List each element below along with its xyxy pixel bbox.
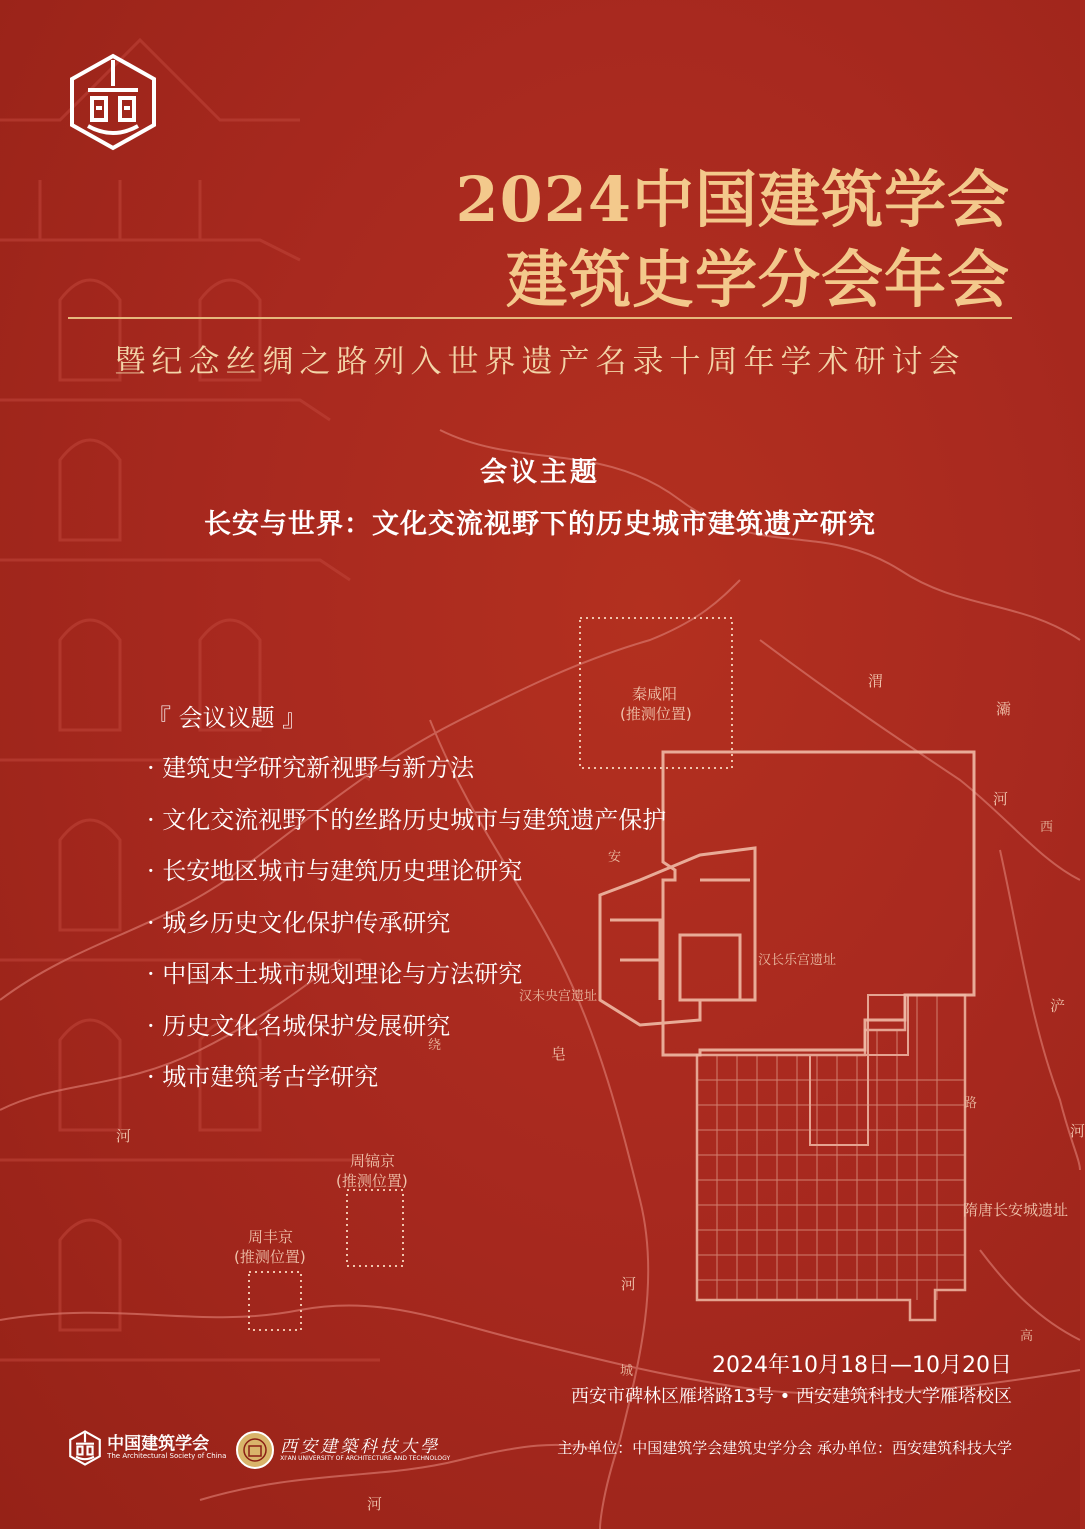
map-label-zhou-fengjing-note: (推测位置): [234, 1248, 306, 1266]
theme-heading: 会议主题: [480, 457, 600, 488]
topics-list: [147, 748, 666, 1109]
map-label-han-weiyang: 汉未央宫遗址: [519, 989, 598, 1004]
map-label-sui-tang: 隋唐长安城遗址: [963, 1201, 1069, 1219]
asc-name-cn: 中国建筑学会: [107, 1434, 210, 1454]
map-label-xi: 西: [1040, 820, 1054, 835]
list-item: · 文化交流视野下的丝路历史城市与建筑遗产保护: [147, 805, 667, 834]
map-label-he-2: 河: [116, 1127, 132, 1145]
map-label-cheng: 城: [620, 1364, 634, 1379]
society-logo-icon: [66, 52, 160, 152]
map-label-he-5: 河: [1070, 1122, 1085, 1140]
xauat-name-en: XI'AN UNIVERSITY OF ARCHITECTURE AND TECHNOLOGY: [280, 1454, 451, 1462]
map-label-lu: 路: [964, 1096, 978, 1111]
list-item: · 建筑史学研究新视野与新方法: [147, 754, 475, 782]
title-line-1: 2024中国建筑学会: [455, 163, 1010, 236]
topics-heading: 『 会议议题 』: [147, 704, 307, 732]
xauat-name-cn: 西安建築科技大學: [280, 1436, 441, 1457]
map-label-he-4: 河: [367, 1495, 383, 1513]
map-label-he-3: 河: [621, 1275, 637, 1293]
map-label-han-changle: 汉长乐宫遗址: [758, 953, 837, 968]
map-label-he-1: 河: [993, 790, 1009, 808]
map-label-zhou-haojing-note: (推测位置): [336, 1172, 408, 1190]
map-label-chan: 浐: [1050, 997, 1066, 1015]
map-label-qin-xianyang-note: (推测位置): [620, 705, 692, 723]
society-logo-small-icon: [68, 1430, 102, 1466]
event-date: 2024年10月18日—10月20日: [712, 1353, 1012, 1378]
subtitle: 暨纪念丝绸之路列入世界遗产名录十周年学术研讨会: [114, 344, 966, 380]
theme-text: 长安与世界：文化交流视野下的历史城市建筑遗产研究: [204, 509, 876, 540]
asc-footer-logo: [68, 1430, 226, 1466]
list-item: · 历史文化名城保护发展研究: [147, 1011, 451, 1040]
map-label-an: 安: [608, 850, 622, 865]
map-label-wei: 渭: [868, 672, 884, 690]
list-item: · 城市建筑考古学研究: [147, 1063, 379, 1091]
title-divider: [68, 317, 1012, 319]
map-label-ba: 灞: [996, 700, 1012, 718]
asc-name-en: The Architectural Society of China: [107, 1452, 227, 1460]
event-organizers: 主办单位：中国建筑学会建筑史学分会 承办单位：西安建筑科技大学: [557, 1439, 1012, 1457]
map-label-gao: 高: [1020, 1329, 1034, 1344]
sui-tang-grid: [697, 995, 965, 1320]
map-label-rao: 绕: [428, 1038, 442, 1053]
university-seal-icon: [235, 1430, 275, 1470]
title-line-2: 建筑史学分会年会: [505, 243, 1010, 316]
xauat-footer-logo: [235, 1430, 450, 1470]
list-item: · 城乡历史文化保护传承研究: [147, 908, 451, 937]
list-item: · 中国本土城市规划理论与方法研究: [147, 960, 523, 988]
map-label-qin-xianyang: 秦咸阳: [632, 685, 678, 703]
map-label-zao: 皂: [551, 1045, 567, 1063]
map-label-zhou-fengjing: 周丰京: [248, 1228, 294, 1246]
map-label-zhou-haojing: 周镐京: [350, 1152, 396, 1170]
list-item: · 长安地区城市与建筑历史理论研究: [147, 857, 523, 885]
event-address: 西安市碑林区雁塔路13号 • 西安建筑科技大学雁塔校区: [571, 1386, 1012, 1407]
